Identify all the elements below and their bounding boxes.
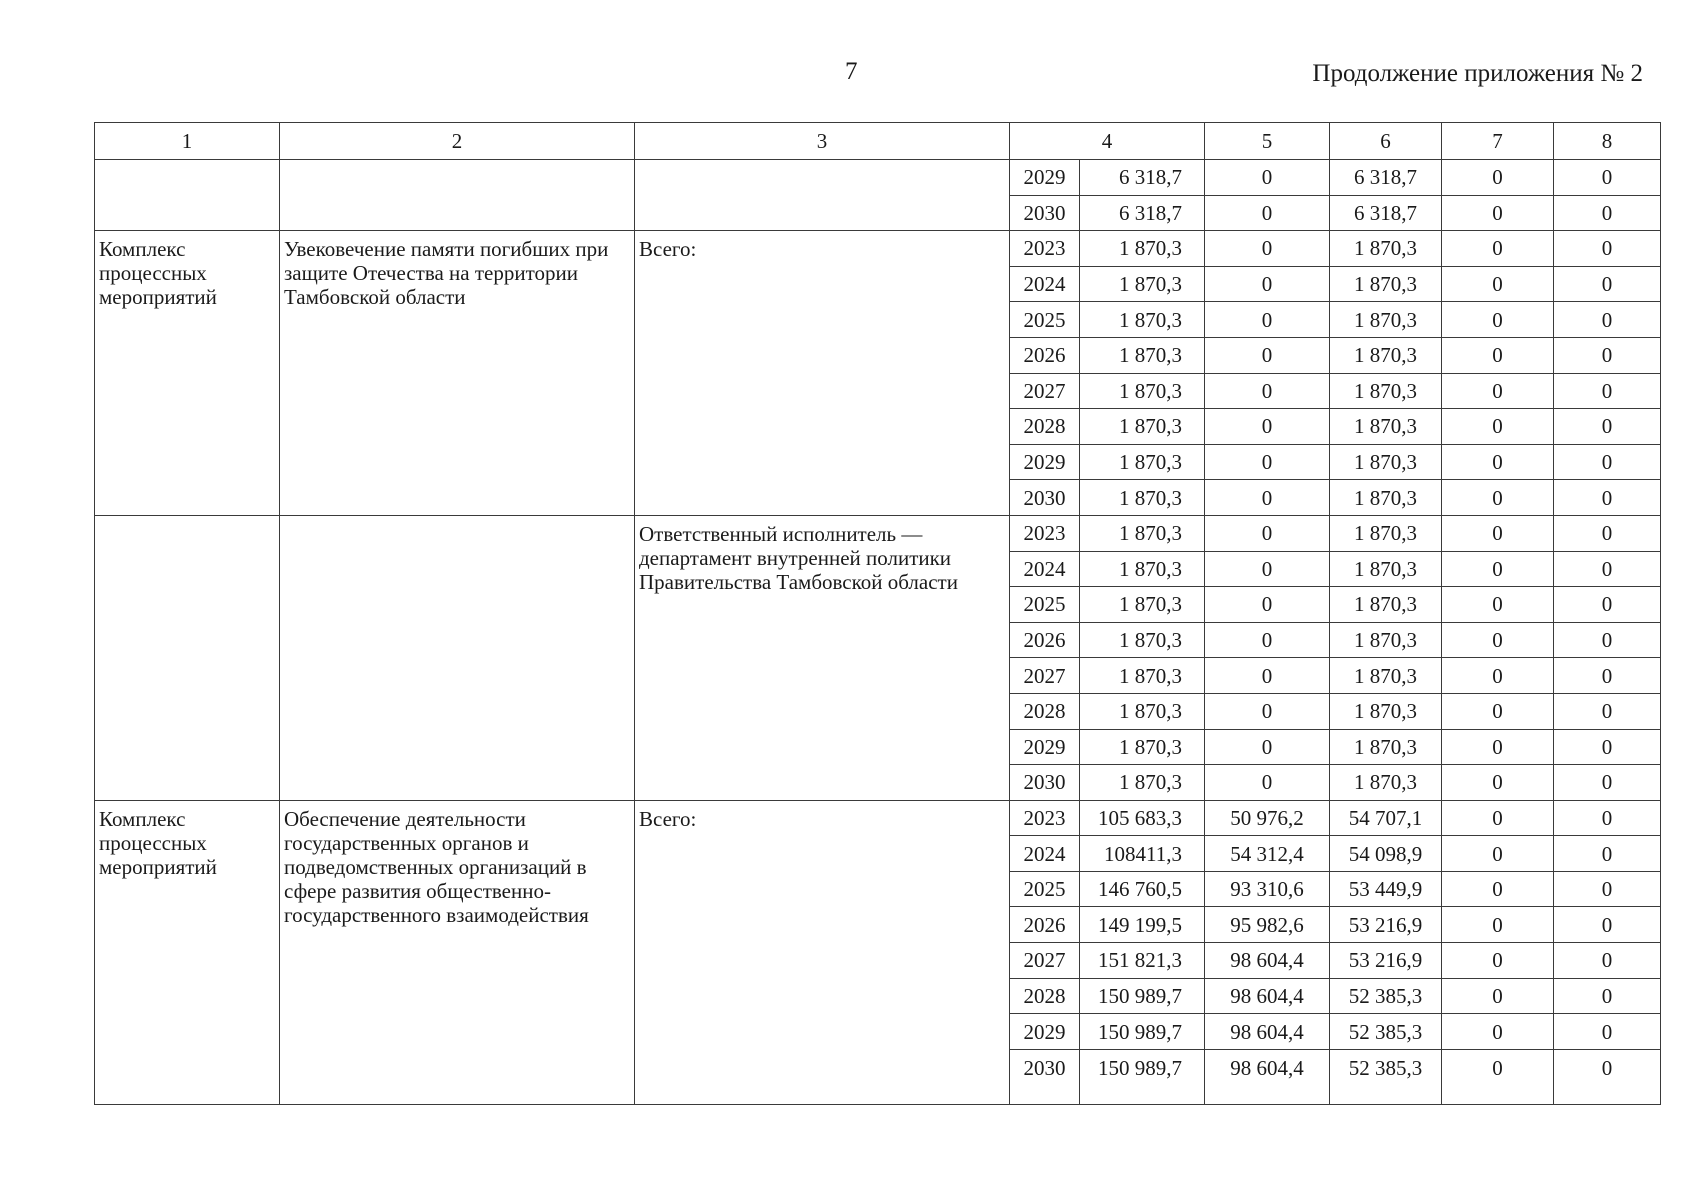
other-value: 0 — [1554, 907, 1661, 943]
total-value: 146 760,5 — [1080, 871, 1205, 907]
total-value: 149 199,5 — [1080, 907, 1205, 943]
year-cell: 2024 — [1010, 551, 1080, 587]
regional-value: 53 216,9 — [1330, 907, 1442, 943]
year-cell: 2028 — [1010, 409, 1080, 445]
federal-value: 50 976,2 — [1205, 800, 1330, 836]
other-value: 0 — [1554, 978, 1661, 1014]
activity-name-cell: Обеспечение деятельности государственных органов и подведомственных организаций в сфере развития общественно-государственного взаимодействия — [280, 800, 635, 1104]
regional-value: 1 870,3 — [1330, 515, 1442, 551]
federal-value: 0 — [1205, 266, 1330, 302]
column-header-5: 5 — [1205, 123, 1330, 160]
local-value: 0 — [1442, 658, 1554, 694]
total-value: 1 870,3 — [1080, 729, 1205, 765]
local-value: 0 — [1442, 693, 1554, 729]
regional-value: 1 870,3 — [1330, 480, 1442, 516]
federal-value: 0 — [1205, 765, 1330, 801]
year-cell: 2023 — [1010, 515, 1080, 551]
year-cell: 2026 — [1010, 622, 1080, 658]
activity-type-cell: Комплекс процессных мероприятий — [95, 800, 280, 1104]
local-value: 0 — [1442, 978, 1554, 1014]
federal-value: 0 — [1205, 195, 1330, 231]
regional-value: 52 385,3 — [1330, 1049, 1442, 1104]
regional-value: 1 870,3 — [1330, 693, 1442, 729]
total-value: 1 870,3 — [1080, 373, 1205, 409]
column-header-4: 4 — [1010, 123, 1205, 160]
regional-value: 1 870,3 — [1330, 765, 1442, 801]
total-value: 1 870,3 — [1080, 409, 1205, 445]
total-value: 6 318,7 — [1080, 195, 1205, 231]
total-value: 1 870,3 — [1080, 587, 1205, 623]
federal-value: 0 — [1205, 515, 1330, 551]
year-cell: 2029 — [1010, 444, 1080, 480]
other-value: 0 — [1554, 302, 1661, 338]
federal-value: 0 — [1205, 444, 1330, 480]
total-value: 151 821,3 — [1080, 943, 1205, 979]
year-cell: 2023 — [1010, 231, 1080, 267]
other-value: 0 — [1554, 551, 1661, 587]
other-value: 0 — [1554, 765, 1661, 801]
local-value: 0 — [1442, 871, 1554, 907]
total-value: 6 318,7 — [1080, 160, 1205, 196]
local-value: 0 — [1442, 836, 1554, 872]
local-value: 0 — [1442, 515, 1554, 551]
local-value: 0 — [1442, 373, 1554, 409]
federal-value: 98 604,4 — [1205, 978, 1330, 1014]
activity-name-cell: Увековечение памяти погибших при защите Отечества на территории Тамбовской области — [280, 231, 635, 516]
other-value: 0 — [1554, 266, 1661, 302]
activity-type-cell — [95, 160, 280, 231]
federal-value: 0 — [1205, 587, 1330, 623]
local-value: 0 — [1442, 587, 1554, 623]
funding-source-cell: Всего: — [635, 800, 1010, 1104]
local-value: 0 — [1442, 1049, 1554, 1104]
funding-source-cell: Всего: — [635, 231, 1010, 516]
regional-value: 1 870,3 — [1330, 587, 1442, 623]
year-cell: 2026 — [1010, 337, 1080, 373]
federal-value: 98 604,4 — [1205, 943, 1330, 979]
regional-value: 1 870,3 — [1330, 444, 1442, 480]
local-value: 0 — [1442, 231, 1554, 267]
year-cell: 2024 — [1010, 836, 1080, 872]
activity-type-cell: Комплекс процессных мероприятий — [95, 231, 280, 516]
federal-value: 95 982,6 — [1205, 907, 1330, 943]
other-value: 0 — [1554, 943, 1661, 979]
funding-source-cell — [635, 160, 1010, 231]
federal-value: 93 310,6 — [1205, 871, 1330, 907]
year-cell: 2025 — [1010, 302, 1080, 338]
table-row — [95, 231, 1661, 267]
federal-value: 54 312,4 — [1205, 836, 1330, 872]
other-value: 0 — [1554, 800, 1661, 836]
year-cell: 2030 — [1010, 195, 1080, 231]
other-value: 0 — [1554, 231, 1661, 267]
regional-value: 1 870,3 — [1330, 337, 1442, 373]
year-cell: 2024 — [1010, 266, 1080, 302]
activity-type-cell — [95, 515, 280, 800]
other-value: 0 — [1554, 373, 1661, 409]
column-header-6: 6 — [1330, 123, 1442, 160]
regional-value: 6 318,7 — [1330, 195, 1442, 231]
year-cell: 2026 — [1010, 907, 1080, 943]
total-value: 1 870,3 — [1080, 765, 1205, 801]
other-value: 0 — [1554, 1014, 1661, 1050]
regional-value: 1 870,3 — [1330, 729, 1442, 765]
federal-value: 98 604,4 — [1205, 1049, 1330, 1104]
local-value: 0 — [1442, 302, 1554, 338]
regional-value: 1 870,3 — [1330, 658, 1442, 694]
federal-value: 0 — [1205, 373, 1330, 409]
federal-value: 0 — [1205, 337, 1330, 373]
total-value: 1 870,3 — [1080, 693, 1205, 729]
local-value: 0 — [1442, 266, 1554, 302]
responsible-executor-cell: Ответственный исполнитель — департамент внутренней политики Правительства Тамбовской области — [635, 515, 1010, 800]
total-value: 1 870,3 — [1080, 337, 1205, 373]
federal-value: 98 604,4 — [1205, 1014, 1330, 1050]
regional-value: 52 385,3 — [1330, 978, 1442, 1014]
federal-value: 0 — [1205, 551, 1330, 587]
year-cell: 2029 — [1010, 1014, 1080, 1050]
total-value: 150 989,7 — [1080, 978, 1205, 1014]
year-cell: 2027 — [1010, 373, 1080, 409]
year-cell: 2025 — [1010, 871, 1080, 907]
other-value: 0 — [1554, 587, 1661, 623]
regional-value: 1 870,3 — [1330, 622, 1442, 658]
federal-value: 0 — [1205, 658, 1330, 694]
regional-value: 53 449,9 — [1330, 871, 1442, 907]
year-cell: 2030 — [1010, 480, 1080, 516]
local-value: 0 — [1442, 480, 1554, 516]
regional-value: 54 098,9 — [1330, 836, 1442, 872]
regional-value: 1 870,3 — [1330, 551, 1442, 587]
column-header-7: 7 — [1442, 123, 1554, 160]
other-value: 0 — [1554, 195, 1661, 231]
total-value: 150 989,7 — [1080, 1049, 1205, 1104]
other-value: 0 — [1554, 871, 1661, 907]
local-value: 0 — [1442, 1014, 1554, 1050]
activity-name-cell — [280, 160, 635, 231]
regional-value: 54 707,1 — [1330, 800, 1442, 836]
other-value: 0 — [1554, 836, 1661, 872]
page-number: 7 — [845, 58, 858, 85]
year-cell: 2028 — [1010, 693, 1080, 729]
column-header-8: 8 — [1554, 123, 1661, 160]
table-row — [95, 515, 1661, 551]
federal-value: 0 — [1205, 729, 1330, 765]
other-value: 0 — [1554, 160, 1661, 196]
local-value: 0 — [1442, 195, 1554, 231]
other-value: 0 — [1554, 409, 1661, 445]
budget-table — [94, 122, 1661, 1105]
other-value: 0 — [1554, 693, 1661, 729]
total-value: 1 870,3 — [1080, 266, 1205, 302]
table-row — [95, 160, 1661, 196]
column-header-3: 3 — [635, 123, 1010, 160]
other-value: 0 — [1554, 622, 1661, 658]
year-cell: 2029 — [1010, 729, 1080, 765]
other-value: 0 — [1554, 1049, 1661, 1104]
local-value: 0 — [1442, 800, 1554, 836]
year-cell: 2030 — [1010, 1049, 1080, 1104]
column-number-row — [95, 123, 1661, 160]
appendix-note: Продолжение приложения № 2 — [1312, 60, 1643, 87]
local-value: 0 — [1442, 160, 1554, 196]
column-header-2: 2 — [280, 123, 635, 160]
year-cell: 2023 — [1010, 800, 1080, 836]
local-value: 0 — [1442, 907, 1554, 943]
year-cell: 2029 — [1010, 160, 1080, 196]
regional-value: 1 870,3 — [1330, 409, 1442, 445]
other-value: 0 — [1554, 515, 1661, 551]
federal-value: 0 — [1205, 693, 1330, 729]
year-cell: 2030 — [1010, 765, 1080, 801]
year-cell: 2028 — [1010, 978, 1080, 1014]
other-value: 0 — [1554, 658, 1661, 694]
total-value: 105 683,3 — [1080, 800, 1205, 836]
year-cell: 2025 — [1010, 587, 1080, 623]
column-header-1: 1 — [95, 123, 280, 160]
federal-value: 0 — [1205, 231, 1330, 267]
total-value: 1 870,3 — [1080, 444, 1205, 480]
total-value: 1 870,3 — [1080, 515, 1205, 551]
total-value: 1 870,3 — [1080, 480, 1205, 516]
total-value: 1 870,3 — [1080, 302, 1205, 338]
year-cell: 2027 — [1010, 658, 1080, 694]
total-value: 108411,3 — [1080, 836, 1205, 872]
regional-value: 1 870,3 — [1330, 373, 1442, 409]
other-value: 0 — [1554, 480, 1661, 516]
federal-value: 0 — [1205, 409, 1330, 445]
regional-value: 1 870,3 — [1330, 302, 1442, 338]
other-value: 0 — [1554, 444, 1661, 480]
regional-value: 1 870,3 — [1330, 266, 1442, 302]
regional-value: 6 318,7 — [1330, 160, 1442, 196]
regional-value: 53 216,9 — [1330, 943, 1442, 979]
year-cell: 2027 — [1010, 943, 1080, 979]
total-value: 150 989,7 — [1080, 1014, 1205, 1050]
total-value: 1 870,3 — [1080, 551, 1205, 587]
local-value: 0 — [1442, 551, 1554, 587]
other-value: 0 — [1554, 729, 1661, 765]
federal-value: 0 — [1205, 480, 1330, 516]
activity-name-cell — [280, 515, 635, 800]
other-value: 0 — [1554, 337, 1661, 373]
federal-value: 0 — [1205, 160, 1330, 196]
local-value: 0 — [1442, 337, 1554, 373]
table-body — [95, 123, 1661, 1105]
local-value: 0 — [1442, 622, 1554, 658]
local-value: 0 — [1442, 765, 1554, 801]
regional-value: 1 870,3 — [1330, 231, 1442, 267]
local-value: 0 — [1442, 444, 1554, 480]
total-value: 1 870,3 — [1080, 658, 1205, 694]
federal-value: 0 — [1205, 302, 1330, 338]
total-value: 1 870,3 — [1080, 231, 1205, 267]
total-value: 1 870,3 — [1080, 622, 1205, 658]
local-value: 0 — [1442, 729, 1554, 765]
local-value: 0 — [1442, 943, 1554, 979]
federal-value: 0 — [1205, 622, 1330, 658]
table-row — [95, 800, 1661, 836]
regional-value: 52 385,3 — [1330, 1014, 1442, 1050]
local-value: 0 — [1442, 409, 1554, 445]
